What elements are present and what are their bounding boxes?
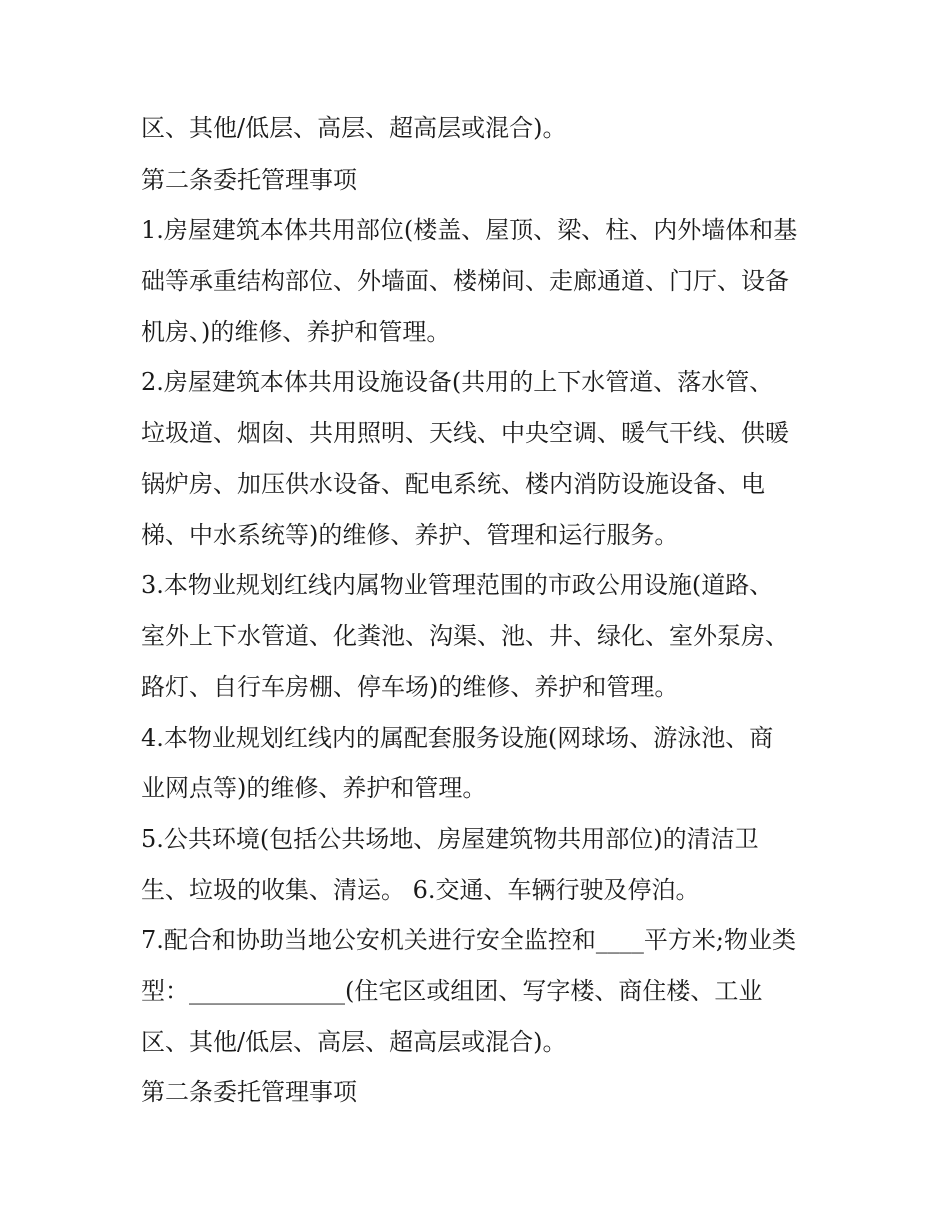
text-line: 5.公共环境(包括公共场地、房屋建筑物共用部位)的清洁卫 (141, 825, 759, 853)
text-line: 础等承重结构部位、外墙面、楼梯间、走廊通道、门厅、设备 (141, 267, 789, 295)
text-line: 垃圾道、烟囱、共用照明、天线、中央空调、暖气干线、供暖 (141, 419, 789, 447)
text-line: 室外上下水管道、化粪池、沟渠、池、井、绿化、室外泵房、 (141, 622, 789, 650)
text-line: 3.本物业规划红线内属物业管理范围的市政公用设施(道路、 (141, 571, 774, 599)
section-heading: 第二条委托管理事项 (141, 166, 357, 194)
text-line: 1.房屋建筑本体共用部位(楼盖、屋顶、梁、柱、内外墙体和基 (141, 216, 798, 244)
text-line: 业网点等)的维修、养护和管理。 (141, 774, 487, 802)
section-heading: 第二条委托管理事项 (141, 1078, 357, 1106)
text-line: 4.本物业规划红线内的属配套服务设施(网球场、游泳池、商 (141, 724, 774, 752)
text-line: 2.房屋建筑本体共用设施设备(共用的上下水管道、落水管、 (141, 368, 774, 396)
text-line: 机房、)的维修、养护和管理。 (141, 318, 451, 346)
text-line: 生、垃圾的收集、清运。 6.交通、车辆行驶及停泊。 (141, 876, 700, 904)
text-line: 锅炉房、加压供水设备、配电系统、楼内消防设施设备、电 (141, 470, 765, 498)
text-line: 梯、中水系统等)的维修、养护、管理和运行服务。 (141, 521, 679, 549)
text-line: 区、其他/低层、高层、超高层或混合)。 (141, 1028, 567, 1056)
text-line: 路灯、自行车房棚、停车场)的维修、养护和管理。 (141, 673, 679, 701)
text-line: 7.配合和协助当地公安机关进行安全监控和____平方米;物业类 (141, 926, 796, 954)
text-line: 型：_____________(住宅区或组团、写字楼、商住楼、工业 (141, 977, 763, 1005)
text-line: 区、其他/低层、高层、超高层或混合)。 (141, 114, 567, 142)
